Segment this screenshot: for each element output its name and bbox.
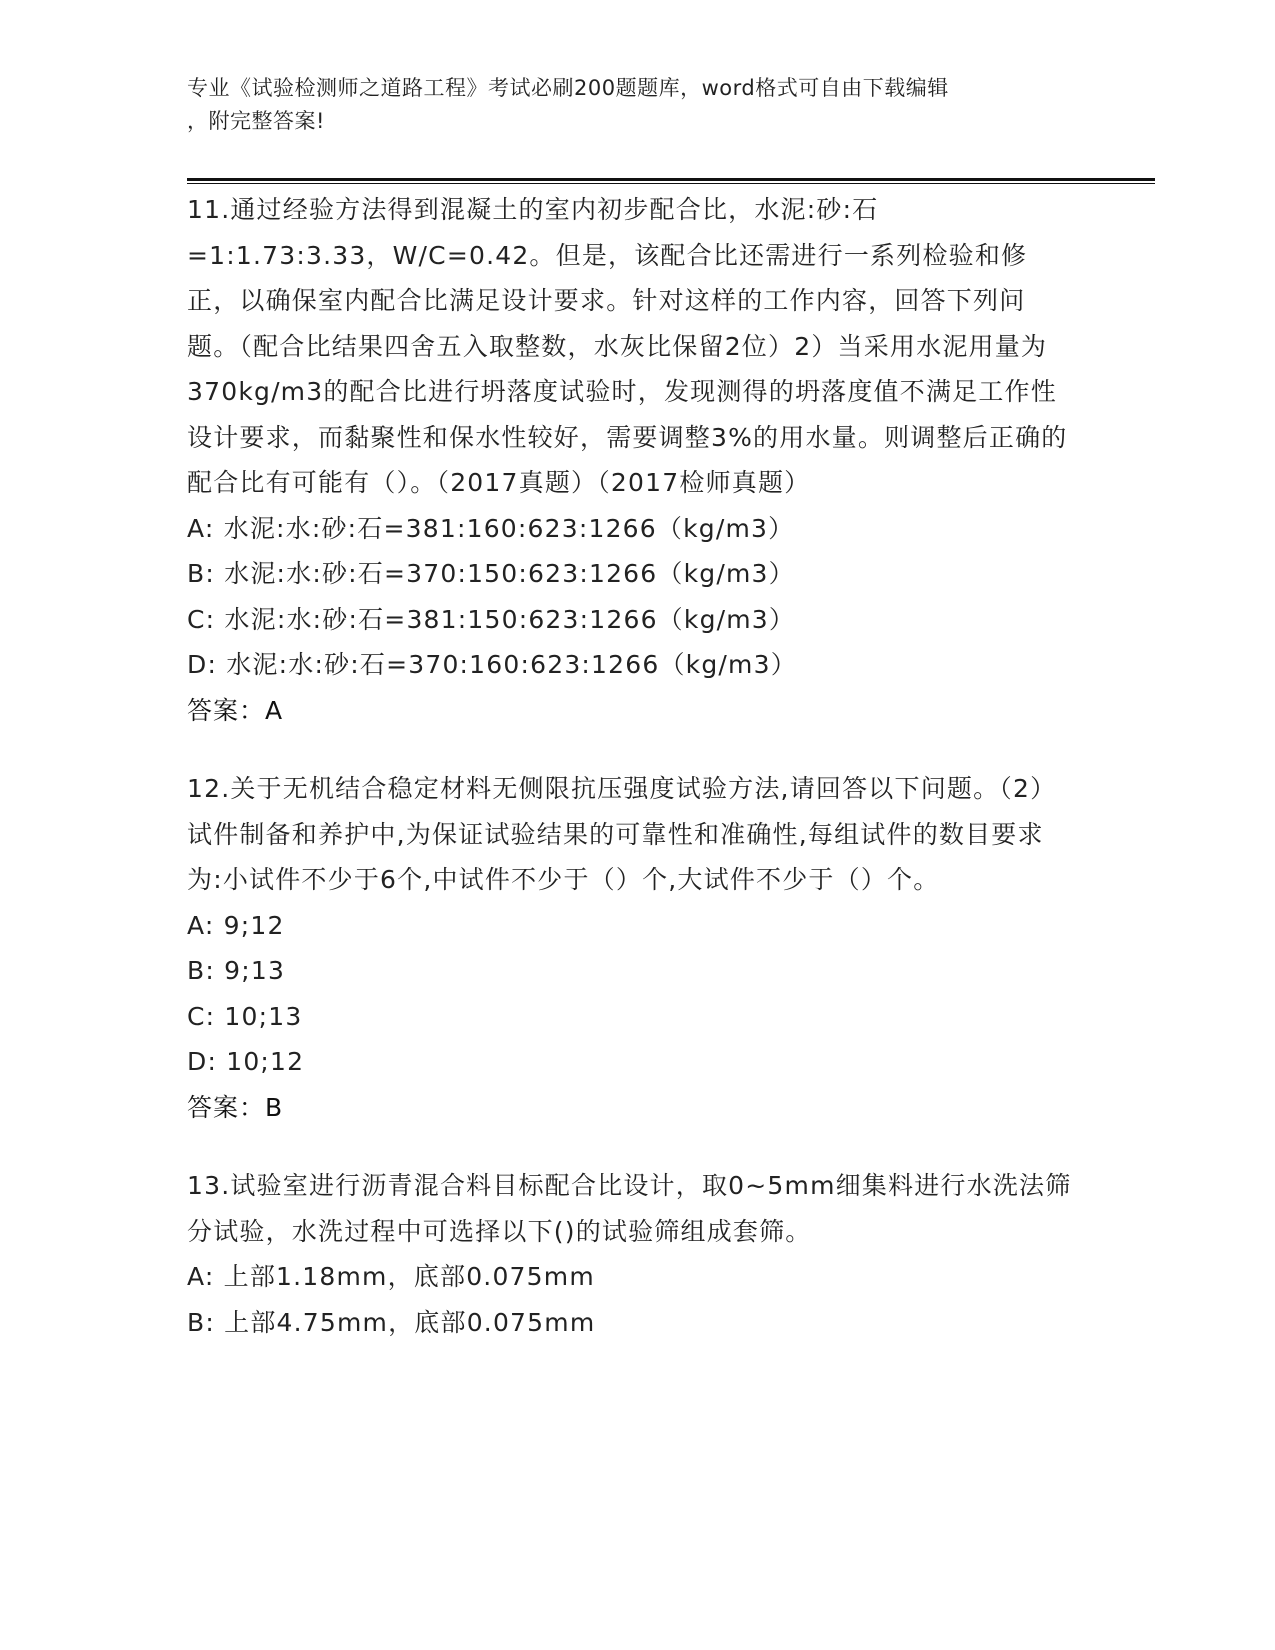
option-d: D: 水泥:水:砂:石=370:160:623:1266（kg/m3） [187,650,797,679]
option-a: A: 上部1.18mm，底部0.075mm [187,1262,595,1291]
header-title-line: 专业《试验检测师之道路工程》考试必刷200题题库，word格式可自由下载编辑 [187,76,949,100]
document-header [187,72,1087,138]
header-divider-thick [187,178,1155,181]
header-divider-thin [187,183,1155,184]
header-title-continuation: ，附完整答案! [187,109,325,133]
question-11 [187,187,1077,733]
question-text: 11.通过经验方法得到混凝土的室内初步配合比，水泥:砂:石=1:1.73:3.33，W/C=0.42。但是，该配合比还需进行一系列检验和修正，以确保室内配合比满足设计要求。针对这样的工作内容，回答下列问题。（配合比结果四舍五入取整数，水灰比保留2位）2）当采用水泥用量为370kg/m3的配合比进行坍落度试验时，发现测得的坍落度值不满足工作性设计要求，而黏聚性和保水性较好，需要调整3%的用水量。则调整后正确的配合比有可能有（）。（2017真题）（2017检师真题） [187,195,1068,497]
option-b: B: 9;13 [187,956,286,985]
question-text: 12.关于无机结合稳定材料无侧限抗压强度试验方法,请回答以下问题。（2）试件制备和养护中,为保证试验结果的可靠性和准确性,每组试件的数目要求为:小试件不少于6个,中试件不少于（）个,大试件不少于（）个。 [187,774,1057,894]
option-c: C: 水泥:水:砂:石=381:150:623:1266（kg/m3） [187,604,796,634]
answer-label: 答案：B [187,1092,284,1122]
option-a: A: 水泥:水:砂:石=381:160:623:1266（kg/m3） [187,513,795,543]
option-d: D: 10;12 [187,1047,305,1076]
answer-label: 答案：A [187,695,284,725]
question-list [187,187,1077,1378]
question-13 [187,1163,1077,1345]
question-12 [187,766,1077,1130]
option-b: B: 上部4.75mm，底部0.075mm [187,1307,596,1337]
option-b: B: 水泥:水:砂:石=370:150:623:1266（kg/m3） [187,559,795,588]
question-text: 13.试验室进行沥青混合料目标配合比设计，取0~5mm细集料进行水洗法筛分试验，水洗过程中可选择以下()的试验筛组成套筛。 [187,1171,1072,1246]
option-a: A: 9;12 [187,910,285,940]
option-c: C: 10;13 [187,1001,303,1031]
